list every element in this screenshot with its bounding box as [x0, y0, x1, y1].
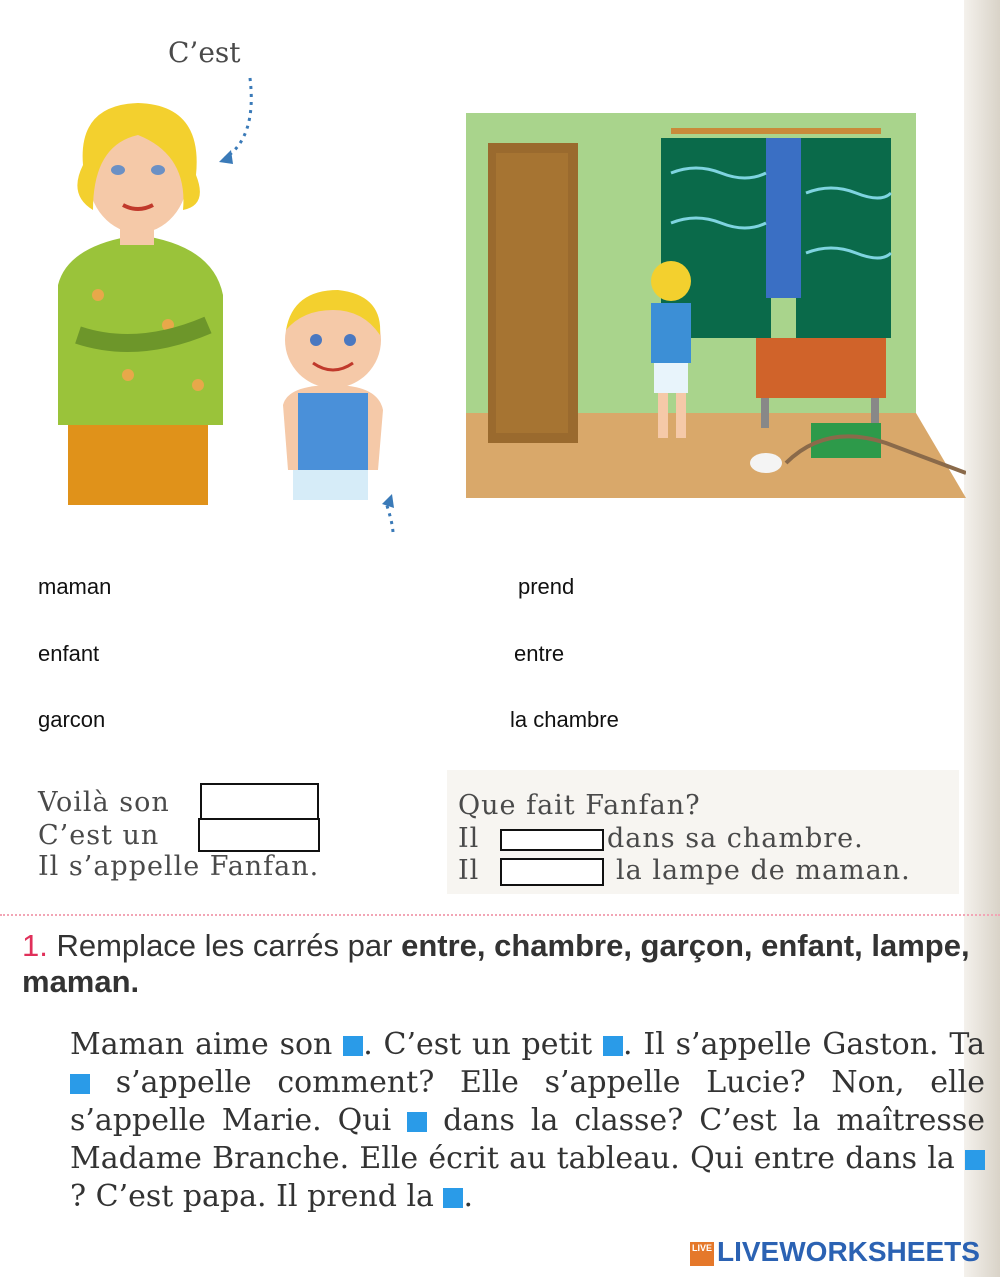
blank-square [443, 1188, 463, 1208]
word-bank-right-3: la chambre [510, 707, 619, 732]
dialogue-left-line1: Voilà son [38, 787, 170, 818]
word-bank-right-1: prend [518, 574, 575, 599]
section-divider [0, 914, 1000, 916]
answer-box-prend[interactable] [500, 858, 604, 886]
answer-box-cest-un[interactable] [198, 818, 320, 852]
exercise-text-part: . Il s’appelle Gaston. Ta [623, 1027, 985, 1062]
blank-square [407, 1112, 427, 1132]
dialogue-right-line3-end: la lampe de maman. [616, 855, 911, 886]
dialogue-left-line2: C’est un [38, 820, 160, 851]
exercise-text-part: s’appelle comment? Elle s’appelle Lucie? Non, elle s’appelle Marie. Qui [70, 1065, 985, 1138]
exercise-word-list: entre, chambre, garçon, enfant, lampe, maman. [22, 928, 970, 999]
dialogue-right-line2-start: Il [458, 823, 480, 854]
blank-square [965, 1150, 985, 1170]
exercise-instruction [22, 928, 992, 1000]
liveworksheets-logo [690, 1236, 980, 1268]
dialogue-left-line3: Il s’appelle Fanfan. [38, 851, 320, 882]
room-illustration [466, 113, 966, 498]
exercise-instruction-text: Remplace les carrés par [56, 928, 393, 963]
answer-box-entre[interactable] [500, 829, 604, 851]
exercise-text-part: . C’est un petit [363, 1027, 593, 1062]
answer-box-son[interactable] [200, 783, 319, 821]
dialogue-right-line1: Que fait Fanfan? [458, 790, 701, 821]
blank-square [343, 1036, 363, 1056]
boy-illustration [268, 285, 398, 505]
dialogue-right-line2-end: dans sa chambre. [607, 823, 864, 854]
word-bank-right-2: entre [514, 641, 565, 666]
exercise-text-part: dans la classe? C’est la maîtresse Madame Branche. Elle écrit au tableau. Qui entre dans la [70, 1103, 985, 1176]
cest-caption: C’est [168, 36, 241, 69]
blank-square [603, 1036, 623, 1056]
exercise-number: 1. [22, 928, 48, 963]
exercise-text-part: Maman aime son [70, 1027, 333, 1062]
dialogue-right-line3-start: Il [458, 855, 480, 886]
arrow-to-boy-icon [378, 490, 408, 535]
blank-square [70, 1074, 90, 1094]
word-bank-left-2: enfant [38, 641, 100, 666]
exercise-text-part: . [463, 1179, 474, 1214]
word-bank-left-1: maman [38, 574, 112, 599]
liveworksheets-logo-text: LIVEWORKSHEETS [717, 1236, 980, 1267]
exercise-text-part: ? C’est papa. Il prend la [70, 1179, 434, 1214]
mother-illustration [38, 95, 238, 505]
word-bank-left-3: garcon [38, 707, 106, 732]
exercise-text [70, 1026, 985, 1216]
liveworksheets-badge-icon: LIVE [690, 1242, 714, 1266]
